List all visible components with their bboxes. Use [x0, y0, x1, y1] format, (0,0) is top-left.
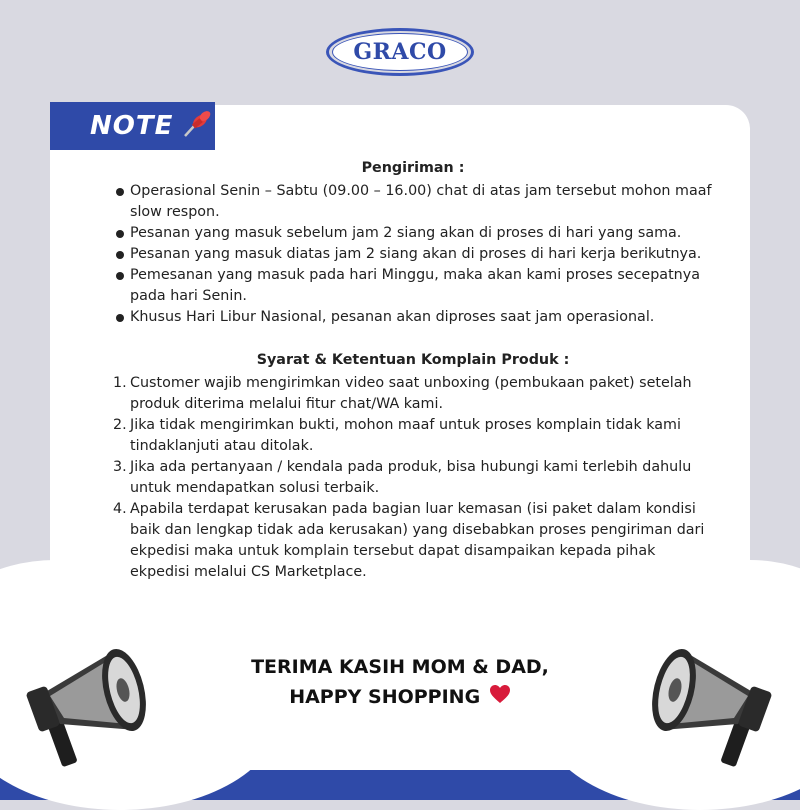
note-tab: [50, 102, 215, 150]
graco-logo: [326, 28, 474, 76]
item-number: 1.: [113, 375, 127, 391]
list-item: Pemesanan yang masuk pada hari Minggu, maka akan kami proses secepatnya pada hari Senin.: [113, 265, 713, 307]
list-item: [113, 457, 713, 499]
list-item: Pesanan yang masuk diatas jam 2 siang akan di proses di hari kerja berikutnya.: [113, 244, 713, 265]
closing-line-2-wrap: [50, 682, 750, 713]
item-text: Jika ada pertanyaan / kendala pada produk, bisa hubungi kami terlebih dahulu untuk mendapatkan solusi terbaik.: [130, 459, 692, 496]
list-item: [113, 415, 713, 457]
item-number: 2.: [113, 417, 127, 433]
heart-icon: [489, 683, 511, 713]
shipping-title: Pengiriman :: [361, 160, 465, 176]
shipping-list: [113, 181, 713, 328]
pushpin-icon: [181, 109, 215, 143]
megaphone-icon: [648, 632, 778, 786]
item-number: 4.: [113, 501, 127, 517]
list-item: [113, 499, 713, 583]
note-label: NOTE: [90, 111, 174, 141]
logo-text: GRACO: [353, 39, 447, 65]
item-number: 3.: [113, 459, 127, 475]
item-text: Jika tidak mengirimkan bukti, mohon maaf untuk proses komplain tidak kami tindaklanjuti atau ditolak.: [130, 417, 681, 454]
list-item: [113, 373, 713, 415]
complaint-list: [113, 373, 713, 583]
list-item: Operasional Senin – Sabtu (09.00 – 16.00) chat di atas jam tersebut mohon maaf slow respon.: [113, 181, 713, 223]
complaint-title: Syarat & Ketentuan Komplain Produk :: [256, 352, 570, 368]
item-text: Apabila terdapat kerusakan pada bagian luar kemasan (isi paket dalam kondisi baik dan lengkap tidak ada kerusakan) yang disebabkan proses pengiriman dari ekpedisi maka untuk komplain tersebut dapat disampaikan kepada pihak ekpedisi melalui CS Marketplace.: [130, 501, 705, 580]
closing-message: [50, 652, 750, 713]
list-item: Pesanan yang masuk sebelum jam 2 siang akan di proses di hari yang sama.: [113, 223, 713, 244]
list-item: Khusus Hari Libur Nasional, pesanan akan diproses saat jam operasional.: [113, 307, 713, 328]
megaphone-icon: [20, 632, 150, 786]
item-text: Customer wajib mengirimkan video saat unboxing (pembukaan paket) setelah produk diterima melalui fitur chat/WA kami.: [130, 375, 692, 412]
closing-line-2: HAPPY SHOPPING: [289, 686, 481, 708]
note-content: [113, 158, 713, 583]
closing-line-1: TERIMA KASIH MOM & DAD,: [251, 656, 549, 678]
